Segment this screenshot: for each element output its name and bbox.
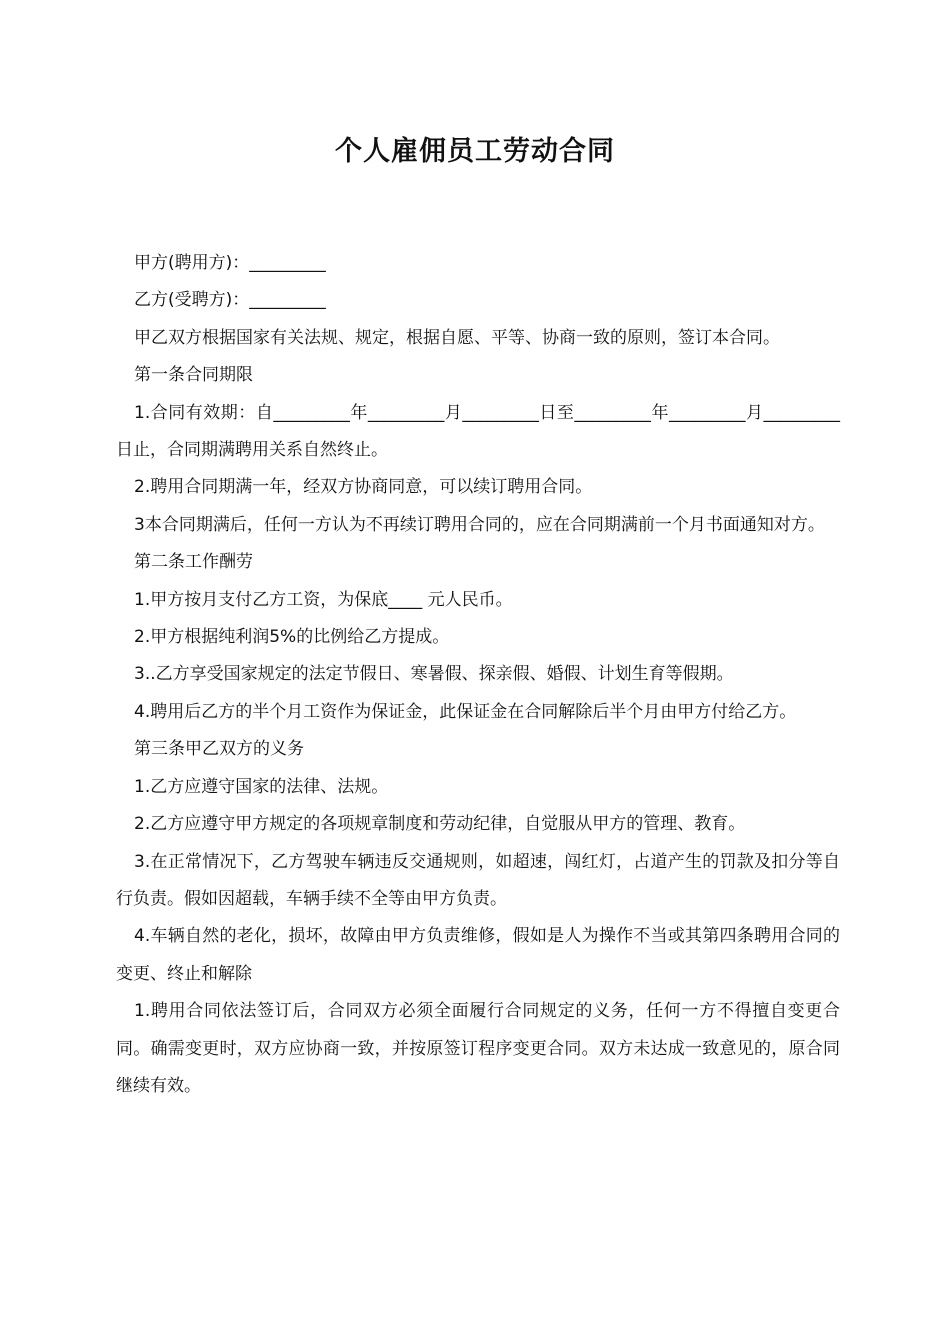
clause-3-1: 1.乙方应遵守国家的法律、法规。	[134, 776, 389, 797]
party-b-line: 乙方(受聘方)：_________	[134, 290, 326, 311]
document-title: 个人雇佣员工劳动合同	[335, 136, 615, 167]
section-heading-2: 第二条工作酬劳	[134, 552, 253, 573]
clause-2-3: 3..乙方享受国家规定的法定节假日、寒暑假、探亲假、婚假、计划生育等假期。	[134, 664, 734, 685]
clause-1-2: 2.聘用合同期满一年，经双方协商同意，可以续订聘用合同。	[134, 477, 593, 498]
party-a-line: 甲方(聘用方)：_________	[134, 253, 326, 273]
clause-3-3: 3.在正常情况下，乙方驾驶车辆违反交通规则，如超速，闯红灯，占道产生的罚款及扣分等自行负责。假如因超载，车辆手续不全等由甲方负责。	[116, 851, 840, 909]
section-heading-1: 第一条合同期限	[134, 365, 253, 386]
clause-1-1: 1.合同有效期：自_________年_________月_________日至_________年_________月_________日止，合同期满聘用关系自然终止。	[116, 402, 840, 461]
clause-3-2: 2.乙方应遵守甲方规定的各项规章制度和劳动纪律，自觉服从甲方的管理、教育。	[134, 814, 746, 835]
clause-2-2: 2.甲方根据纯利润5%的比例给乙方提成。	[134, 627, 450, 648]
clause-2-1: 1.甲方按月支付乙方工资，为保底____ 元人民币。	[134, 589, 513, 610]
clause-2-4: 4.聘用后乙方的半个月工资作为保证金，此保证金在合同解除后半个月由甲方付给乙方。	[134, 701, 797, 722]
clause-1-3: 3本合同期满后，任何一方认为不再续订聘用合同的，应在合同期满前一个月书面通知对方。	[134, 514, 825, 535]
document-body	[116, 245, 840, 1105]
preamble-paragraph: 甲乙双方根据国家有关法规、规定，根据自愿、平等、协商一致的原则，签订本合同。	[134, 327, 780, 348]
clause-3-4: 4.车辆自然的老化，损坏，故障由甲方负责维修，假如是人为操作不当或其第四条聘用合同的变更、终止和解除	[116, 926, 840, 984]
section-heading-3: 第三条甲乙双方的义务	[134, 739, 304, 760]
clause-4-1: 1.聘用合同依法签订后，合同双方必须全面履行合同规定的义务，任何一方不得擅自变更合同。确需变更时，双方应协商一致，并按原签订程序变更合同。双方未达成一致意见的，原合同继续有效。	[116, 1001, 840, 1096]
